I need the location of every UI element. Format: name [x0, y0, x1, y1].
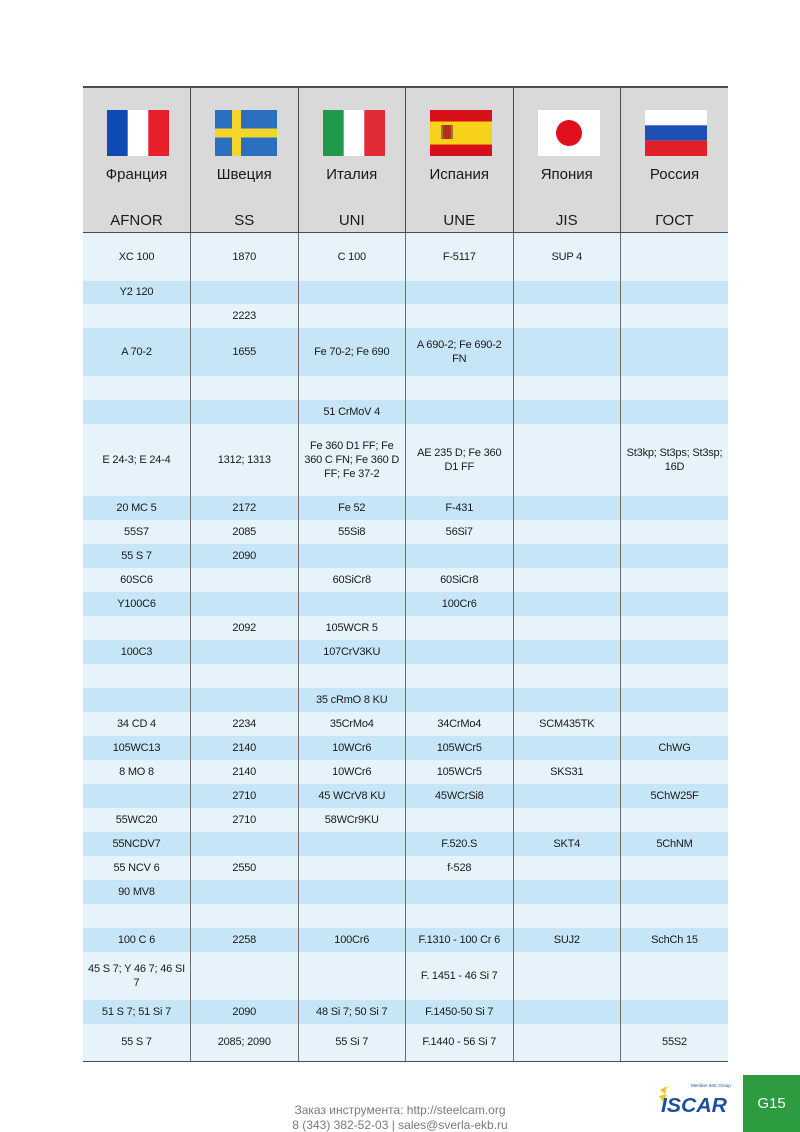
grade-cell: 2550 — [191, 856, 299, 880]
grade-cell: 105WCR 5 — [298, 616, 406, 640]
grade-cell: 60SiCr8 — [298, 568, 406, 592]
table-row — [83, 1024, 728, 1062]
grade-cell: 1870 — [191, 233, 299, 281]
grade-cell — [406, 904, 514, 928]
grade-cell — [513, 1024, 621, 1062]
grade-cell: 100Cr6 — [406, 592, 514, 616]
grade-cell: Fe 70-2; Fe 690 — [298, 328, 406, 376]
italy-flag — [323, 110, 385, 156]
grade-cell — [621, 880, 729, 904]
table-row — [83, 664, 728, 688]
grade-cell: F. 1451 - 46 Si 7 — [406, 952, 514, 1000]
footer-contact-line: 8 (343) 382-52-03 | sales@sverla-ekb.ru — [292, 1118, 508, 1132]
table-row — [83, 856, 728, 880]
grade-cell: E 24-3; E 24-4 — [83, 424, 191, 496]
column-header — [298, 87, 406, 233]
table-row — [83, 736, 728, 760]
grade-cell: 2140 — [191, 760, 299, 784]
logo-subtext: Member IMC Group — [691, 1083, 731, 1088]
grade-cell: SUP 4 — [513, 233, 621, 281]
grade-cell — [406, 616, 514, 640]
grade-cell — [406, 640, 514, 664]
grade-cell: 2140 — [191, 736, 299, 760]
table-row — [83, 233, 728, 281]
grade-cell: A 690-2; Fe 690-2 FN — [406, 328, 514, 376]
grade-cell — [621, 640, 729, 664]
logo-wordmark: ISCAR — [661, 1095, 728, 1116]
footer-order-line: Заказ инструмента: http://steelcam.org — [294, 1103, 506, 1117]
grade-cell — [513, 808, 621, 832]
grade-cell — [298, 904, 406, 928]
grade-cell — [513, 496, 621, 520]
grade-cell — [513, 281, 621, 304]
grade-cell — [191, 592, 299, 616]
standard-name: JIS — [555, 212, 578, 229]
grade-cell — [621, 592, 729, 616]
table-row — [83, 376, 728, 400]
grade-cell — [406, 400, 514, 424]
grade-cell — [406, 281, 514, 304]
grade-cell — [83, 376, 191, 400]
grade-cell — [513, 304, 621, 328]
spain-flag — [430, 110, 492, 156]
russia-flag — [645, 110, 707, 156]
grade-cell: A 70-2 — [83, 328, 191, 376]
grade-cell — [83, 664, 191, 688]
grade-cell — [513, 904, 621, 928]
grade-cell: SchCh 15 — [621, 928, 729, 952]
grade-cell — [298, 376, 406, 400]
table-row — [83, 712, 728, 736]
grade-cell: XC 100 — [83, 233, 191, 281]
grade-cell: 60SC6 — [83, 568, 191, 592]
grade-cell: 35CrMo4 — [298, 712, 406, 736]
grade-cell — [621, 616, 729, 640]
standard-name: UNE — [443, 212, 476, 229]
table-row — [83, 281, 728, 304]
grade-cell — [191, 376, 299, 400]
grade-cell: 107CrV3KU — [298, 640, 406, 664]
grade-cell — [621, 304, 729, 328]
iscar-logo-mark — [657, 1080, 731, 1116]
grade-cell: 55NCDV7 — [83, 832, 191, 856]
grade-cell — [621, 712, 729, 736]
table-row — [83, 328, 728, 376]
grade-cell — [191, 664, 299, 688]
grade-cell — [621, 1000, 729, 1024]
grade-cell: SUJ2 — [513, 928, 621, 952]
table-row — [83, 640, 728, 664]
table-row — [83, 928, 728, 952]
grade-cell — [298, 952, 406, 1000]
grade-cell — [513, 616, 621, 640]
grade-cell: 55 Si 7 — [298, 1024, 406, 1062]
grade-cell: 48 Si 7; 50 Si 7 — [298, 1000, 406, 1024]
grade-cell: 55 S 7 — [83, 544, 191, 568]
grade-cell — [513, 376, 621, 400]
table-row — [83, 808, 728, 832]
grade-cell: 55Si8 — [298, 520, 406, 544]
grade-cell: 5ChNM — [621, 832, 729, 856]
grade-cell — [406, 664, 514, 688]
grade-cell — [513, 592, 621, 616]
grade-cell: 45 S 7; Y 46 7; 46 SI 7 — [83, 952, 191, 1000]
grade-cell: 56Si7 — [406, 520, 514, 544]
grade-cell — [191, 400, 299, 424]
table-row — [83, 520, 728, 544]
grade-cell — [513, 952, 621, 1000]
grade-cell — [83, 688, 191, 712]
table-row — [83, 592, 728, 616]
grade-cell: F.1440 - 56 Si 7 — [406, 1024, 514, 1062]
grade-cell: St3kp; St3ps; St3sp; 16D — [621, 424, 729, 496]
grade-cell: 45WCrSi8 — [406, 784, 514, 808]
grade-cell — [191, 904, 299, 928]
grade-cell — [621, 544, 729, 568]
grade-cell — [621, 760, 729, 784]
table-row — [83, 424, 728, 496]
table-row — [83, 784, 728, 808]
grade-cell — [298, 544, 406, 568]
grade-cell — [621, 856, 729, 880]
grade-cell: ChWG — [621, 736, 729, 760]
country-name: Швеция — [216, 166, 272, 183]
grade-cell — [406, 808, 514, 832]
grade-cell — [621, 688, 729, 712]
header-row — [83, 87, 728, 233]
grade-cell: SKT4 — [513, 832, 621, 856]
grade-cell: 34 CD 4 — [83, 712, 191, 736]
grade-cell: 2223 — [191, 304, 299, 328]
grade-cell: F.520.S — [406, 832, 514, 856]
table-row — [83, 760, 728, 784]
grade-cell: 90 MV8 — [83, 880, 191, 904]
grade-cell — [406, 688, 514, 712]
grade-cell — [83, 400, 191, 424]
grade-cell — [83, 784, 191, 808]
standard-name: UNI — [338, 212, 365, 229]
grade-cell — [83, 304, 191, 328]
table-row — [83, 304, 728, 328]
grade-cell: 60SiCr8 — [406, 568, 514, 592]
grade-cell: 45 WCrV8 KU — [298, 784, 406, 808]
grade-cell: 2710 — [191, 784, 299, 808]
grade-cell — [191, 952, 299, 1000]
grade-cell — [513, 736, 621, 760]
grade-cell — [513, 688, 621, 712]
grade-cell — [513, 664, 621, 688]
grade-cell — [191, 568, 299, 592]
grade-cell: Fe 360 D1 FF; Fe 360 C FN; Fe 360 D FF; Fe 37-2 — [298, 424, 406, 496]
grade-cell — [298, 856, 406, 880]
table-row — [83, 880, 728, 904]
table-row — [83, 568, 728, 592]
grade-cell — [621, 496, 729, 520]
grade-cell — [191, 281, 299, 304]
grade-cell: 8 MO 8 — [83, 760, 191, 784]
country-name: Испания — [429, 166, 490, 183]
grade-cell — [513, 880, 621, 904]
grade-cell — [513, 1000, 621, 1024]
grade-cell — [513, 400, 621, 424]
grade-cell — [298, 880, 406, 904]
grade-cell: F-431 — [406, 496, 514, 520]
table-body — [83, 233, 728, 1062]
grade-cell — [406, 880, 514, 904]
grade-cell — [513, 520, 621, 544]
sweden-flag — [215, 110, 277, 156]
grade-cell — [621, 568, 729, 592]
france-flag — [107, 110, 169, 156]
grade-cell: 35 cRmO 8 KU — [298, 688, 406, 712]
grade-cell — [513, 544, 621, 568]
grade-cell: 55WC20 — [83, 808, 191, 832]
grade-cell: F.1450-50 Si 7 — [406, 1000, 514, 1024]
grade-cell — [621, 952, 729, 1000]
grade-cell: F-5117 — [406, 233, 514, 281]
table-row — [83, 616, 728, 640]
grade-cell: Fe 52 — [298, 496, 406, 520]
grade-cell: 58WCr9KU — [298, 808, 406, 832]
grade-cell: 105WC13 — [83, 736, 191, 760]
grade-cell — [298, 592, 406, 616]
column-header — [406, 87, 514, 233]
grade-cell: 55S7 — [83, 520, 191, 544]
grade-cell — [621, 328, 729, 376]
table-row — [83, 952, 728, 1000]
grade-cell: 2090 — [191, 544, 299, 568]
table-row — [83, 832, 728, 856]
grade-cell: 100 C 6 — [83, 928, 191, 952]
grade-cell: 10WCr6 — [298, 760, 406, 784]
grade-cell — [621, 904, 729, 928]
grade-cell: 10WCr6 — [298, 736, 406, 760]
steel-grade-comparison-table — [83, 86, 728, 1062]
grade-cell — [513, 568, 621, 592]
table-row — [83, 688, 728, 712]
grade-cell — [83, 904, 191, 928]
country-name: Россия — [649, 166, 700, 183]
grade-cell: 1655 — [191, 328, 299, 376]
grade-cell — [406, 544, 514, 568]
country-name: Франция — [105, 166, 168, 183]
column-header — [513, 87, 621, 233]
grade-cell — [513, 424, 621, 496]
grade-cell: 2234 — [191, 712, 299, 736]
grade-cell — [298, 664, 406, 688]
table-row — [83, 544, 728, 568]
grade-cell: F.1310 - 100 Cr 6 — [406, 928, 514, 952]
grade-cell — [621, 376, 729, 400]
grade-cell: 2085 — [191, 520, 299, 544]
grade-cell: 105WCr5 — [406, 760, 514, 784]
grade-cell — [621, 808, 729, 832]
grade-cell — [191, 880, 299, 904]
column-header — [191, 87, 299, 233]
grade-cell — [83, 616, 191, 640]
grade-cell: 2258 — [191, 928, 299, 952]
grade-cell: C 100 — [298, 233, 406, 281]
grade-cell: 55 S 7 — [83, 1024, 191, 1062]
grade-cell: Y2 120 — [83, 281, 191, 304]
table-row — [83, 400, 728, 424]
grade-cell: 2090 — [191, 1000, 299, 1024]
page-number-tab: G15 — [743, 1075, 800, 1132]
grade-cell — [191, 832, 299, 856]
grade-cell: 105WCr5 — [406, 736, 514, 760]
grade-cell: Y100C6 — [83, 592, 191, 616]
table-row — [83, 1000, 728, 1024]
grade-cell: SKS31 — [513, 760, 621, 784]
grade-cell: 2172 — [191, 496, 299, 520]
grade-cell — [406, 304, 514, 328]
grade-cell: 34CrMo4 — [406, 712, 514, 736]
grade-cell — [513, 328, 621, 376]
column-header — [621, 87, 729, 233]
grade-cell — [621, 520, 729, 544]
grade-cell: 51 CrMoV 4 — [298, 400, 406, 424]
grade-cell: 5ChW25F — [621, 784, 729, 808]
grade-cell — [621, 281, 729, 304]
standard-name: SS — [234, 212, 255, 229]
country-name: Италия — [326, 166, 378, 183]
grade-cell — [298, 281, 406, 304]
grade-cell: f-528 — [406, 856, 514, 880]
grade-cell: 100C3 — [83, 640, 191, 664]
grade-cell — [406, 376, 514, 400]
grade-cell: AE 235 D; Fe 360 D1 FF — [406, 424, 514, 496]
grade-cell — [513, 784, 621, 808]
table-row — [83, 904, 728, 928]
grade-cell: 55 NCV 6 — [83, 856, 191, 880]
grade-cell — [513, 856, 621, 880]
grade-cell — [298, 832, 406, 856]
grade-cell: 55S2 — [621, 1024, 729, 1062]
grade-cell — [513, 640, 621, 664]
standard-name: AFNOR — [110, 212, 163, 229]
grade-cell: 20 MC 5 — [83, 496, 191, 520]
japan-flag — [538, 110, 600, 156]
grade-cell — [298, 304, 406, 328]
grade-cell: SCM435TK — [513, 712, 621, 736]
table-header — [83, 87, 728, 233]
grade-cell — [621, 233, 729, 281]
column-header — [83, 87, 191, 233]
grade-cell: 1312; 1313 — [191, 424, 299, 496]
grade-cell — [191, 640, 299, 664]
standard-name: ГОСТ — [655, 212, 694, 229]
iscar-logo — [657, 1080, 731, 1116]
grade-cell: 51 S 7; 51 Si 7 — [83, 1000, 191, 1024]
grade-cell: 100Cr6 — [298, 928, 406, 952]
grade-cell: 2092 — [191, 616, 299, 640]
grade-cell — [621, 664, 729, 688]
grade-cell — [621, 400, 729, 424]
grade-cell — [191, 688, 299, 712]
grade-cell: 2085; 2090 — [191, 1024, 299, 1062]
country-name: Япония — [540, 166, 593, 183]
table-row — [83, 496, 728, 520]
grade-cell: 2710 — [191, 808, 299, 832]
